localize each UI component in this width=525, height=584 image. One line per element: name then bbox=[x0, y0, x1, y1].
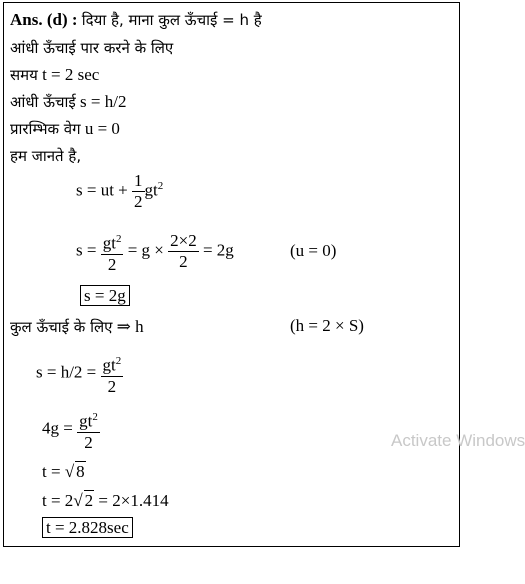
answer-line-1 bbox=[10, 9, 262, 31]
eq2-rhs: = 2g bbox=[202, 240, 234, 260]
we-know-text: हम जानते है, bbox=[10, 147, 82, 165]
eq2-denominator-2: 2 bbox=[179, 252, 188, 272]
total-height-condition: (h = 2 × S) bbox=[290, 316, 364, 335]
eq6-radicand: 2 bbox=[84, 491, 94, 510]
eq1-denominator: 2 bbox=[134, 192, 143, 211]
eq6-rhs: = 2×1.414 bbox=[98, 491, 169, 510]
half-height-label: आंधी ऊँचाई bbox=[10, 93, 76, 111]
eq3-denominator: 2 bbox=[107, 376, 117, 396]
eq1-lhs: s = ut + bbox=[76, 180, 128, 200]
equation-substitution bbox=[76, 229, 234, 275]
eq3-num-text: gt bbox=[102, 355, 116, 375]
total-height-arrow: ⇒ h bbox=[116, 317, 144, 336]
eq2-denominator-1: 2 bbox=[107, 254, 117, 274]
result-t-text: t = 2.828sec bbox=[42, 517, 133, 538]
eq4-fraction bbox=[77, 407, 100, 453]
given-statement: दिया है, माना कुल ऊँचाई = h है bbox=[81, 11, 262, 29]
radical-sign: √ bbox=[64, 462, 75, 481]
activate-windows-watermark: Activate Windows bbox=[391, 431, 525, 450]
eq2-fraction-2 bbox=[168, 231, 199, 272]
initial-velocity-value: u = 0 bbox=[84, 119, 120, 138]
result-box-t bbox=[42, 518, 133, 538]
eq2-middle: = g × bbox=[127, 240, 164, 260]
eq4-denominator: 2 bbox=[84, 432, 93, 452]
eq2-exponent: 2 bbox=[115, 233, 122, 245]
equation-4g bbox=[42, 407, 100, 453]
half-height-line bbox=[10, 91, 126, 113]
eq4-numerator bbox=[77, 407, 100, 433]
eq3-fraction bbox=[101, 351, 124, 397]
time-value: t = 2 sec bbox=[42, 65, 100, 84]
radical-sign-2: √ bbox=[73, 491, 83, 510]
answer-panel bbox=[3, 2, 525, 547]
eq1-fraction bbox=[132, 171, 145, 212]
initial-velocity-label: प्रारम्भिक वेग bbox=[10, 120, 81, 138]
total-height-label: कुल ऊँचाई के लिए bbox=[10, 318, 113, 336]
eq4-num-text: gt bbox=[79, 411, 93, 431]
eq1-numerator: 1 bbox=[134, 171, 143, 190]
eq1-rhs: gt bbox=[144, 180, 158, 200]
result-s-text: s = 2g bbox=[80, 285, 130, 306]
equation-half-height bbox=[36, 351, 123, 397]
equation-root8 bbox=[42, 461, 86, 482]
time-label: समय bbox=[10, 66, 38, 84]
half-height-value: s = h/2 bbox=[80, 92, 127, 111]
eq5-radicand: 8 bbox=[76, 462, 85, 481]
eq4-exponent: 2 bbox=[92, 411, 98, 423]
eq1-exponent: 2 bbox=[157, 179, 164, 192]
eq2-condition: (u = 0) bbox=[290, 241, 337, 260]
eq3-lhs: s = h/2 = bbox=[36, 362, 97, 382]
equation-motion bbox=[76, 171, 163, 212]
eq2-lhs: s = bbox=[76, 240, 97, 260]
total-height-line bbox=[10, 316, 144, 338]
eq3-numerator bbox=[101, 351, 124, 377]
eq6-lhs: t = 2 bbox=[42, 491, 74, 510]
initial-velocity-line bbox=[10, 118, 120, 140]
time-line bbox=[10, 64, 99, 86]
result-box-s bbox=[80, 286, 130, 306]
eq2-fraction-1 bbox=[101, 229, 124, 275]
eq3-exponent: 2 bbox=[115, 355, 122, 367]
answer-label: Ans. (d) : bbox=[10, 10, 78, 29]
equation-root2 bbox=[42, 490, 169, 511]
eq4-lhs: 4g = bbox=[42, 418, 73, 438]
eq2-numerator-2: 2×2 bbox=[170, 231, 197, 251]
eq2-numerator-1 bbox=[101, 229, 124, 255]
eq2-num1-text: gt bbox=[102, 233, 116, 253]
half-height-text: आंधी ऊँचाई पार करने के लिए bbox=[10, 39, 174, 57]
eq5-lhs: t = bbox=[42, 462, 61, 481]
